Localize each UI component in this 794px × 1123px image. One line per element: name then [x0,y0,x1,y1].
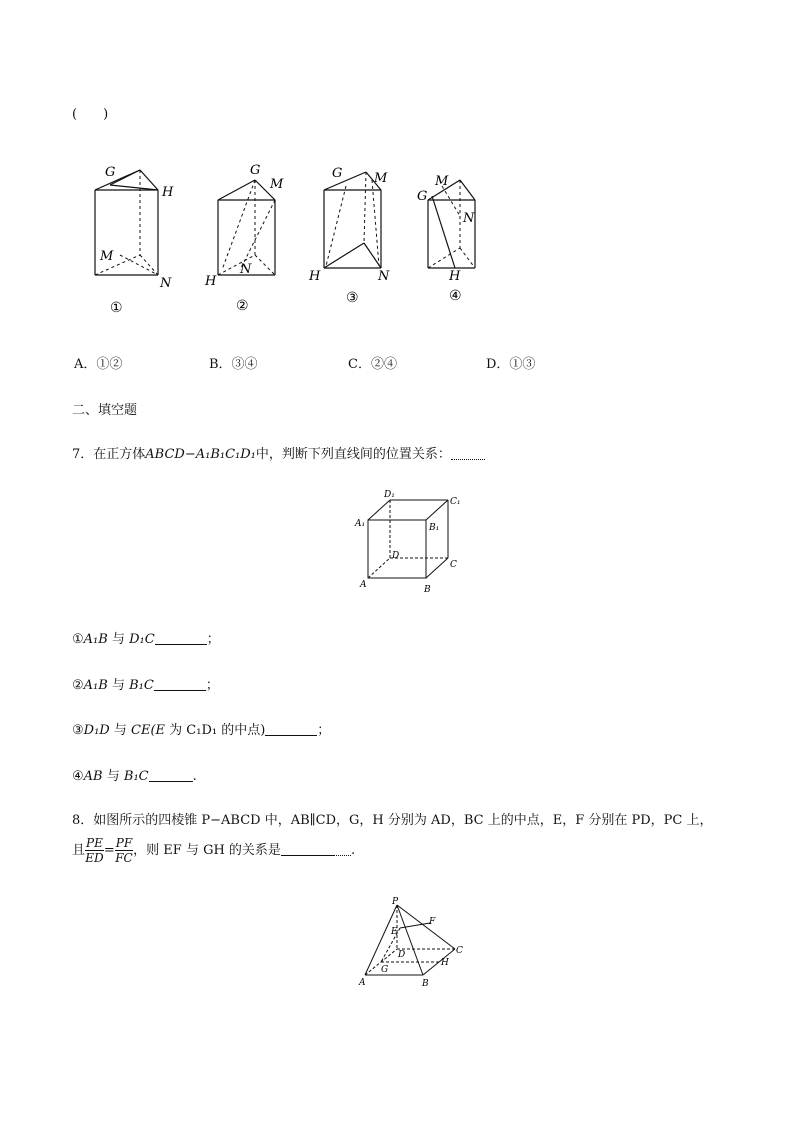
q7-stem: 7．在正方体ABCD−A₁B₁C₁D₁中，判断下列直线间的位置关系： [72,443,485,462]
fig3-label-m: M [374,171,388,186]
q8-stem-line1: 8．如图所示的四棱锥 P−ABCD 中，AB∥CD，G，H 分别为 AD，BC 上的中点，E，F 分别在 PD，PC 上， [72,813,713,828]
q7-item-2: ②A₁B 与 B₁C ； [72,678,219,693]
prism-figure-3 [306,158,406,323]
fig2-label-h: H [205,274,217,289]
pyramid-label-d: D [398,950,406,960]
prism-figure-2 [200,158,300,323]
fraction-pf-fc: $\frac{PF}{FC}$ [115,836,133,865]
option-b: B．③④ [209,357,258,372]
fig3-label-g: G [332,166,343,181]
cube-label-c1: C₁ [450,497,461,507]
fraction-pe-ed: $\frac{PE}{ED}$ [85,836,104,865]
prism-figure-1 [80,160,190,325]
fig2-label-n: N [240,262,252,277]
pyramid-label-h: H [441,958,449,968]
option-c: C．②④ [348,357,397,372]
option-a: A．①② [74,357,123,372]
fig4-caption: ④ [449,288,462,304]
fig1-caption: ① [110,300,123,316]
section-title: 二、填空题 [72,403,138,418]
fig2-label-m: M [270,177,284,192]
fig3-label-n: N [378,269,390,284]
fig1-label-h: H [162,185,174,200]
q7-item-4: ④AB 与 B₁C . [72,769,197,784]
pyramid-figure [355,893,475,993]
prism-figure-4 [415,166,495,316]
pyramid-label-g: G [381,965,389,975]
pyramid-label-p: P [392,897,399,907]
cube-label-a: A [360,580,367,590]
fig3-caption: ③ [346,290,359,306]
q7-item-3: ③D₁D 与 CE(E 为 C₁D₁ 的中点) ； [72,723,331,738]
fig4-label-g: G [417,189,428,204]
q7-item-1: ①A₁B 与 D₁C ； [72,632,220,647]
fig1-label-m: M [100,249,114,264]
pyramid-label-e: E [391,927,398,937]
pyramid-label-b: B [422,979,429,989]
fig4-label-m: M [435,174,449,189]
fig1-label-n: N [160,276,172,291]
cube-label-c: C [450,560,457,570]
cube-label-a1: A₁ [355,519,366,529]
pyramid-label-f: F [429,917,436,927]
fig2-label-g: G [250,163,261,178]
cube-figure [350,488,465,598]
cube-label-d: D [392,551,400,561]
cube-label-b: B [424,585,431,595]
fig4-label-n: N [463,211,475,226]
fig3-label-h: H [309,269,321,284]
cube-label-b1: B₁ [429,523,440,533]
option-d: D．①③ [486,357,536,372]
answer-paren: ( ) [72,107,109,122]
pyramid-label-a: A [359,978,366,988]
pyramid-label-c: C [456,946,463,956]
cube-label-d1: D₁ [384,490,395,500]
fig2-caption: ② [236,298,249,314]
fig4-label-h: H [449,269,461,284]
q8-stem-line2: 且 $\frac{PE}{ED}$ = $\frac{PF}{FC}$ ，则 EF 与 GH 的关系是 . [72,836,356,865]
fig1-label-g: G [105,165,116,180]
